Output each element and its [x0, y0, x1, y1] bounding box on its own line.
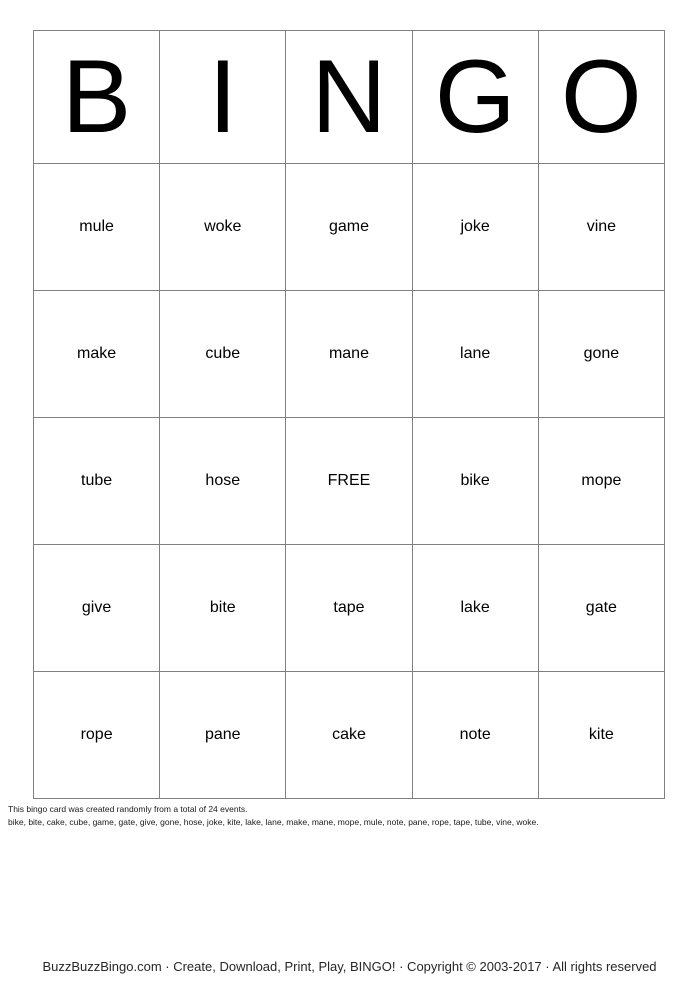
bingo-row — [34, 291, 665, 418]
bingo-cell-free-space[interactable]: FREE — [286, 418, 412, 545]
bingo-header-row — [34, 31, 665, 164]
header-letter-o: O — [538, 31, 664, 164]
bingo-cell[interactable]: lake — [412, 545, 538, 672]
bingo-cell[interactable]: joke — [412, 164, 538, 291]
bingo-cell[interactable]: tube — [34, 418, 160, 545]
bingo-grid — [33, 30, 665, 799]
bingo-cell[interactable]: cube — [160, 291, 286, 418]
bingo-cell[interactable]: give — [34, 545, 160, 672]
bingo-row — [34, 418, 665, 545]
header-letter-b: B — [34, 31, 160, 164]
bingo-cell[interactable]: mope — [538, 418, 664, 545]
bingo-cell[interactable]: rope — [34, 672, 160, 799]
bingo-cell[interactable]: tape — [286, 545, 412, 672]
bingo-cell[interactable]: gone — [538, 291, 664, 418]
footer-text: BuzzBuzzBingo.com · Create, Download, Print, Play, BINGO! · Copyright © 2003-2017 · All rights reserved — [42, 959, 657, 974]
caption-word-pool-line: bike, bite, cake, cube, game, gate, give, gone, hose, joke, kite, lake, lane, make, mane, mope, mule, note, pane, rope, tape, tube, vine, woke. — [8, 817, 539, 827]
bingo-card — [33, 30, 665, 799]
bingo-row — [34, 164, 665, 291]
bingo-cell[interactable]: kite — [538, 672, 664, 799]
bingo-cell[interactable]: mule — [34, 164, 160, 291]
bingo-cell[interactable]: mane — [286, 291, 412, 418]
bingo-cell[interactable]: woke — [160, 164, 286, 291]
bingo-cell[interactable]: bite — [160, 545, 286, 672]
bingo-cell[interactable]: bike — [412, 418, 538, 545]
header-letter-i: I — [160, 31, 286, 164]
bingo-cell[interactable]: vine — [538, 164, 664, 291]
header-letter-g: G — [412, 31, 538, 164]
bingo-row — [34, 545, 665, 672]
bingo-cell[interactable]: make — [34, 291, 160, 418]
bingo-cell[interactable]: hose — [160, 418, 286, 545]
bingo-row — [34, 672, 665, 799]
bingo-cell[interactable]: pane — [160, 672, 286, 799]
bingo-cell[interactable]: cake — [286, 672, 412, 799]
bingo-cell[interactable]: gate — [538, 545, 664, 672]
header-letter-n: N — [286, 31, 412, 164]
caption-summary-line: This bingo card was created randomly from a total of 24 events. — [8, 804, 248, 814]
card-caption — [8, 803, 688, 829]
bingo-cell[interactable]: lane — [412, 291, 538, 418]
page-footer — [0, 958, 699, 976]
bingo-cell[interactable]: game — [286, 164, 412, 291]
bingo-cell[interactable]: note — [412, 672, 538, 799]
